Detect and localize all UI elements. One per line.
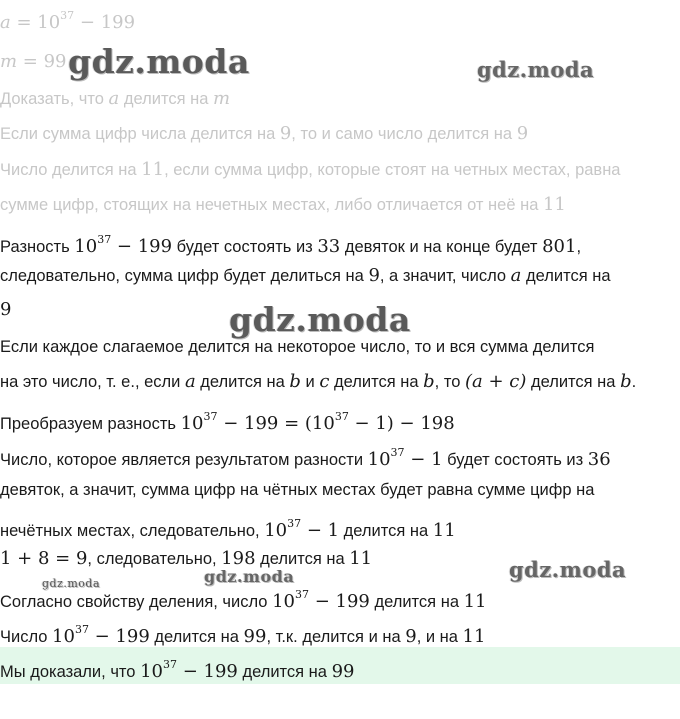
- watermark-logo: gdz.moda: [229, 300, 411, 339]
- given-a: $a = 10^{37} - 199$: [0, 9, 136, 33]
- watermark-logo: gdz.moda: [509, 557, 627, 582]
- given-m: m = 99: [0, 51, 67, 72]
- solution-line-2: следовательно, сумма цифр будет делиться на 9, а значит, число a делится на: [0, 265, 611, 286]
- var-m: m: [0, 51, 18, 72]
- solution-line-1: Разность $10^{37} - 199$ будет состоять из 33 девяток и на конце будет 801,: [0, 233, 582, 257]
- solution-line-8: девяток, а значит, сумма цифр на чётных местах будет равна сумме цифр на: [0, 481, 595, 499]
- watermark-logo: gdz.moda: [204, 567, 295, 586]
- solution-line-10: 1 + 8 = 9, следовательно, 198 делится на 11: [0, 548, 373, 569]
- solution-line-12: Число $10^{37} - 199$ делится на 99, т.к. делится и на 9, и на 11: [0, 623, 486, 647]
- rule-div-11-line1: Число делится на 11, если сумма цифр, которые стоят на четных местах, равна: [0, 159, 621, 180]
- solution-line-5: на это число, т. е., если a делится на b и c делится на b, то (a + c) делится на b.: [0, 371, 637, 392]
- solution-line-3: 9: [0, 299, 12, 320]
- solution-line-9: нечётных местах, следовательно, $10^{37} - 1$ делится на 11: [0, 517, 456, 541]
- conclusion-line: Мы доказали, что $10^{37} - 199$ делится на 99: [0, 658, 355, 682]
- rule-div-11-line2: сумме цифр, стоящих на нечетных местах, либо отличается от неё на 11: [0, 194, 566, 215]
- watermark-logo: gdz.moda: [68, 42, 250, 81]
- var-a: a: [0, 12, 11, 33]
- watermark-logo: gdz.moda: [477, 57, 595, 82]
- task-statement: Доказать, что a делится на m: [0, 88, 231, 109]
- solution-line-11: Согласно свойству деления, число $10^{37} - 199$ делится на 11: [0, 588, 487, 612]
- watermark-logo: gdz.moda: [42, 577, 101, 590]
- solution-line-7: Число, которое является результатом разности $10^{37} - 1$ будет состоять из 36: [0, 446, 611, 470]
- solution-line-6: Преобразуем разность $10^{37} - 199 = (10^{37} - 1) - 198$: [0, 410, 455, 434]
- rule-div-9: Если сумма цифр числа делится на 9, то и само число делится на 9: [0, 123, 529, 144]
- solution-line-4: Если каждое слагаемое делится на некоторое число, то и вся сумма делится: [0, 338, 595, 356]
